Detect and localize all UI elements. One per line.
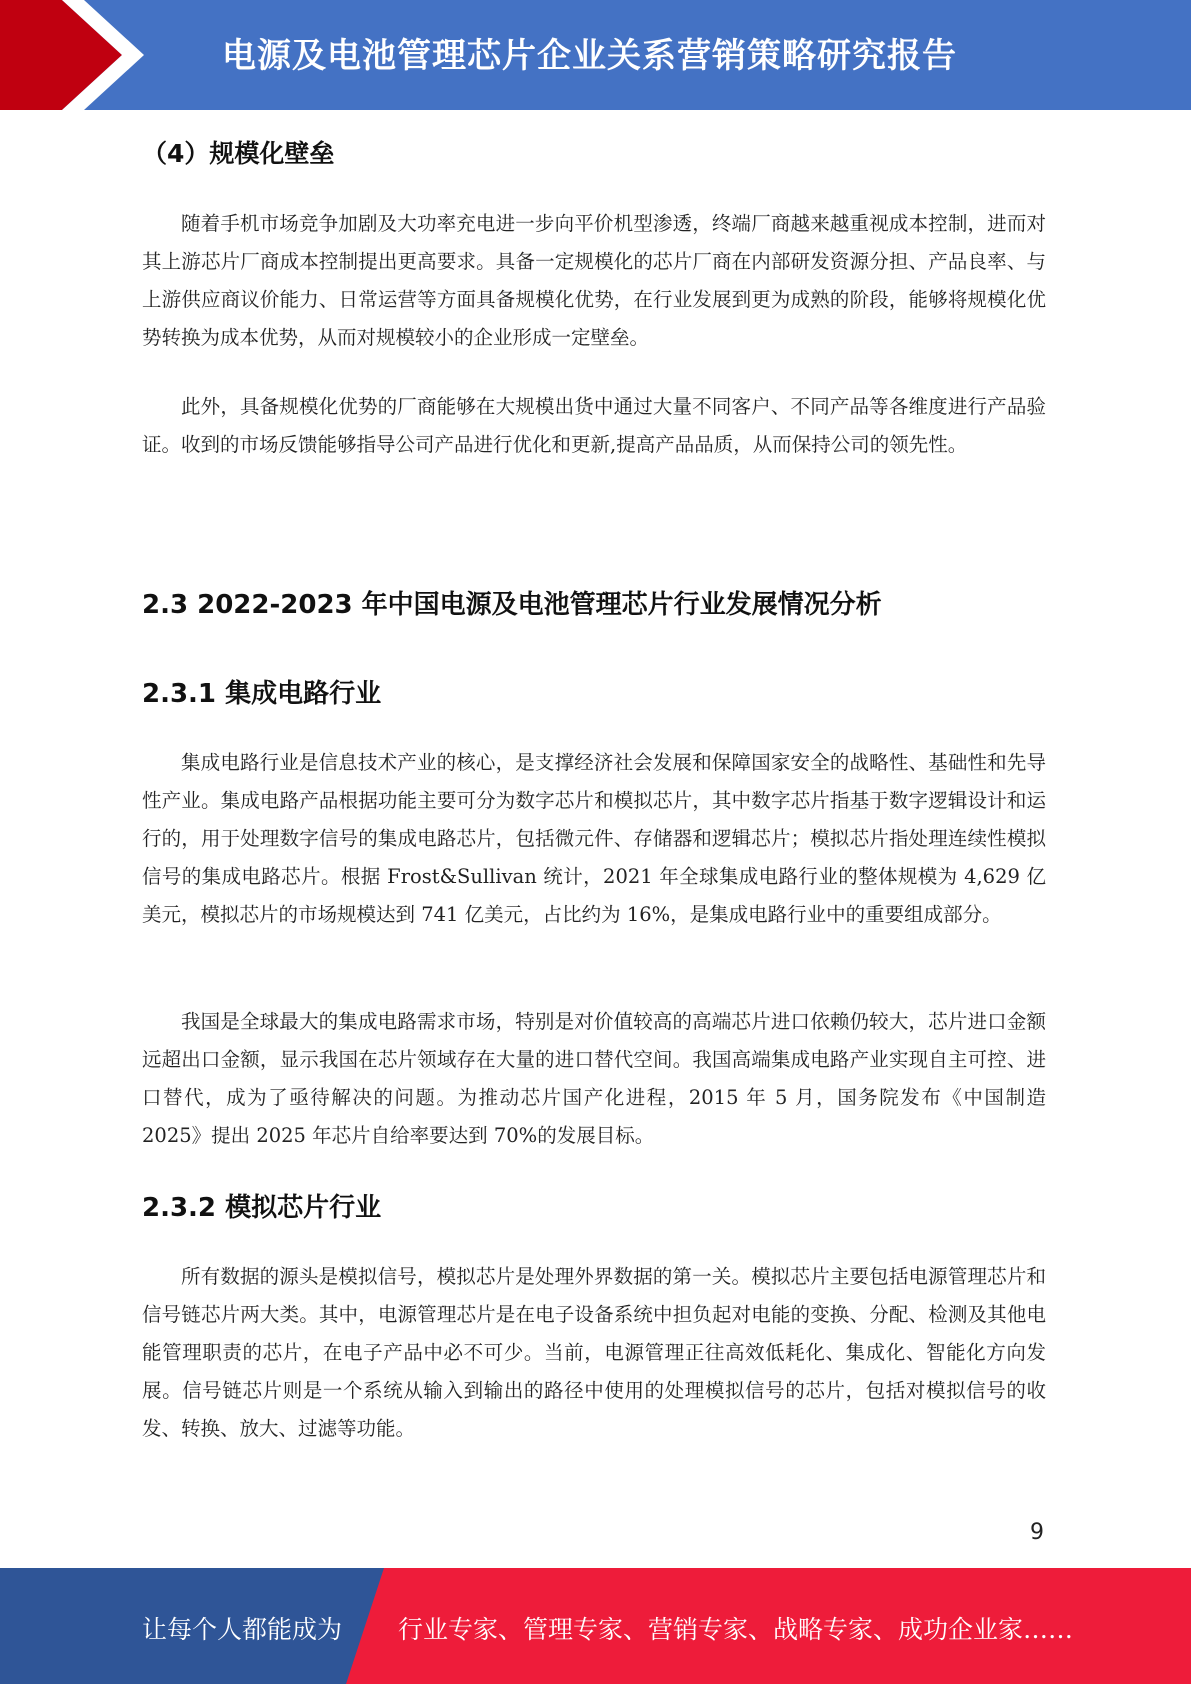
- paragraph: 集成电路行业是信息技术产业的核心，是支撑经济社会发展和保障国家安全的战略性、基础性和先导性产业。集成电路产品根据功能主要可分为数字芯片和模拟芯片，其中数字芯片指基于数字逻辑设计和运行的，用于处理数字信号的集成电路芯片，包括微元件、存储器和逻辑芯片；模拟芯片指处理连续性模拟信号的集成电路芯片。根据 Frost&Sullivan 统计，2021 年全球集成电路行业的整体规模为 4,629 亿美元，模拟芯片的市场规模达到 741 亿美元，占比约为 16%，是集成电路行业中的重要组成部分。: [142, 751, 1046, 926]
- heading-scale-barrier: （4）规模化壁垒: [142, 139, 335, 168]
- paragraph: 所有数据的源头是模拟信号，模拟芯片是处理外界数据的第一关。模拟芯片主要包括电源管理芯片和信号链芯片两大类。其中，电源管理芯片是在电子设备系统中担负起对电能的变换、分配、检测及其他电能管理职责的芯片，在电子产品中必不可少。当前，电源管理正往高效低耗化、集成化、智能化方向发展。信号链芯片则是一个系统从输入到输出的路径中使用的处理模拟信号的芯片，包括对模拟信号的收发、转换、放大、过滤等功能。: [142, 1265, 1046, 1440]
- heading-section-2-3: 2.3 2022-2023 年中国电源及电池管理芯片行业发展情况分析: [142, 590, 882, 620]
- page-footer: [0, 1568, 1191, 1684]
- footer-slogan-right: 行业专家、管理专家、营销专家、战略专家、成功企业家……: [398, 1615, 1074, 1644]
- heading-section-2-3-1: 2.3.1 集成电路行业: [142, 679, 382, 709]
- page-number: 9: [1030, 1520, 1044, 1545]
- page-header: [0, 0, 1191, 110]
- heading-section-2-3-2: 2.3.2 模拟芯片行业: [142, 1193, 382, 1223]
- header-arrow-decoration: [0, 0, 160, 110]
- report-title: 电源及电池管理芯片企业关系营销策略研究报告: [222, 36, 957, 76]
- paragraph: 我国是全球最大的集成电路需求市场，特别是对价值较高的高端芯片进口依赖仍较大，芯片进口金额远超出口金额，显示我国在芯片领域存在大量的进口替代空间。我国高端集成电路产业实现自主可控、进口替代，成为了亟待解决的问题。为推动芯片国产化进程，2015 年 5 月，国务院发布《中国制造 2025》提出 2025 年芯片自给率要达到 70%的发展目标。: [142, 1010, 1046, 1147]
- footer-slogan-left: 让每个人都能成为: [142, 1615, 343, 1644]
- paragraph: 此外，具备规模化优势的厂商能够在大规模出货中通过大量不同客户、不同产品等各维度进行产品验证。收到的市场反馈能够指导公司产品进行优化和更新,提高产品品质，从而保持公司的领先性。: [142, 395, 1046, 456]
- paragraph: 随着手机市场竞争加剧及大功率充电进一步向平价机型渗透，终端厂商越来越重视成本控制，进而对其上游芯片厂商成本控制提出更高要求。具备一定规模化的芯片厂商在内部研发资源分担、产品良率、与上游供应商议价能力、日常运营等方面具备规模化优势，在行业发展到更为成熟的阶段，能够将规模化优势转换为成本优势，从而对规模较小的企业形成一定壁垒。: [142, 212, 1046, 349]
